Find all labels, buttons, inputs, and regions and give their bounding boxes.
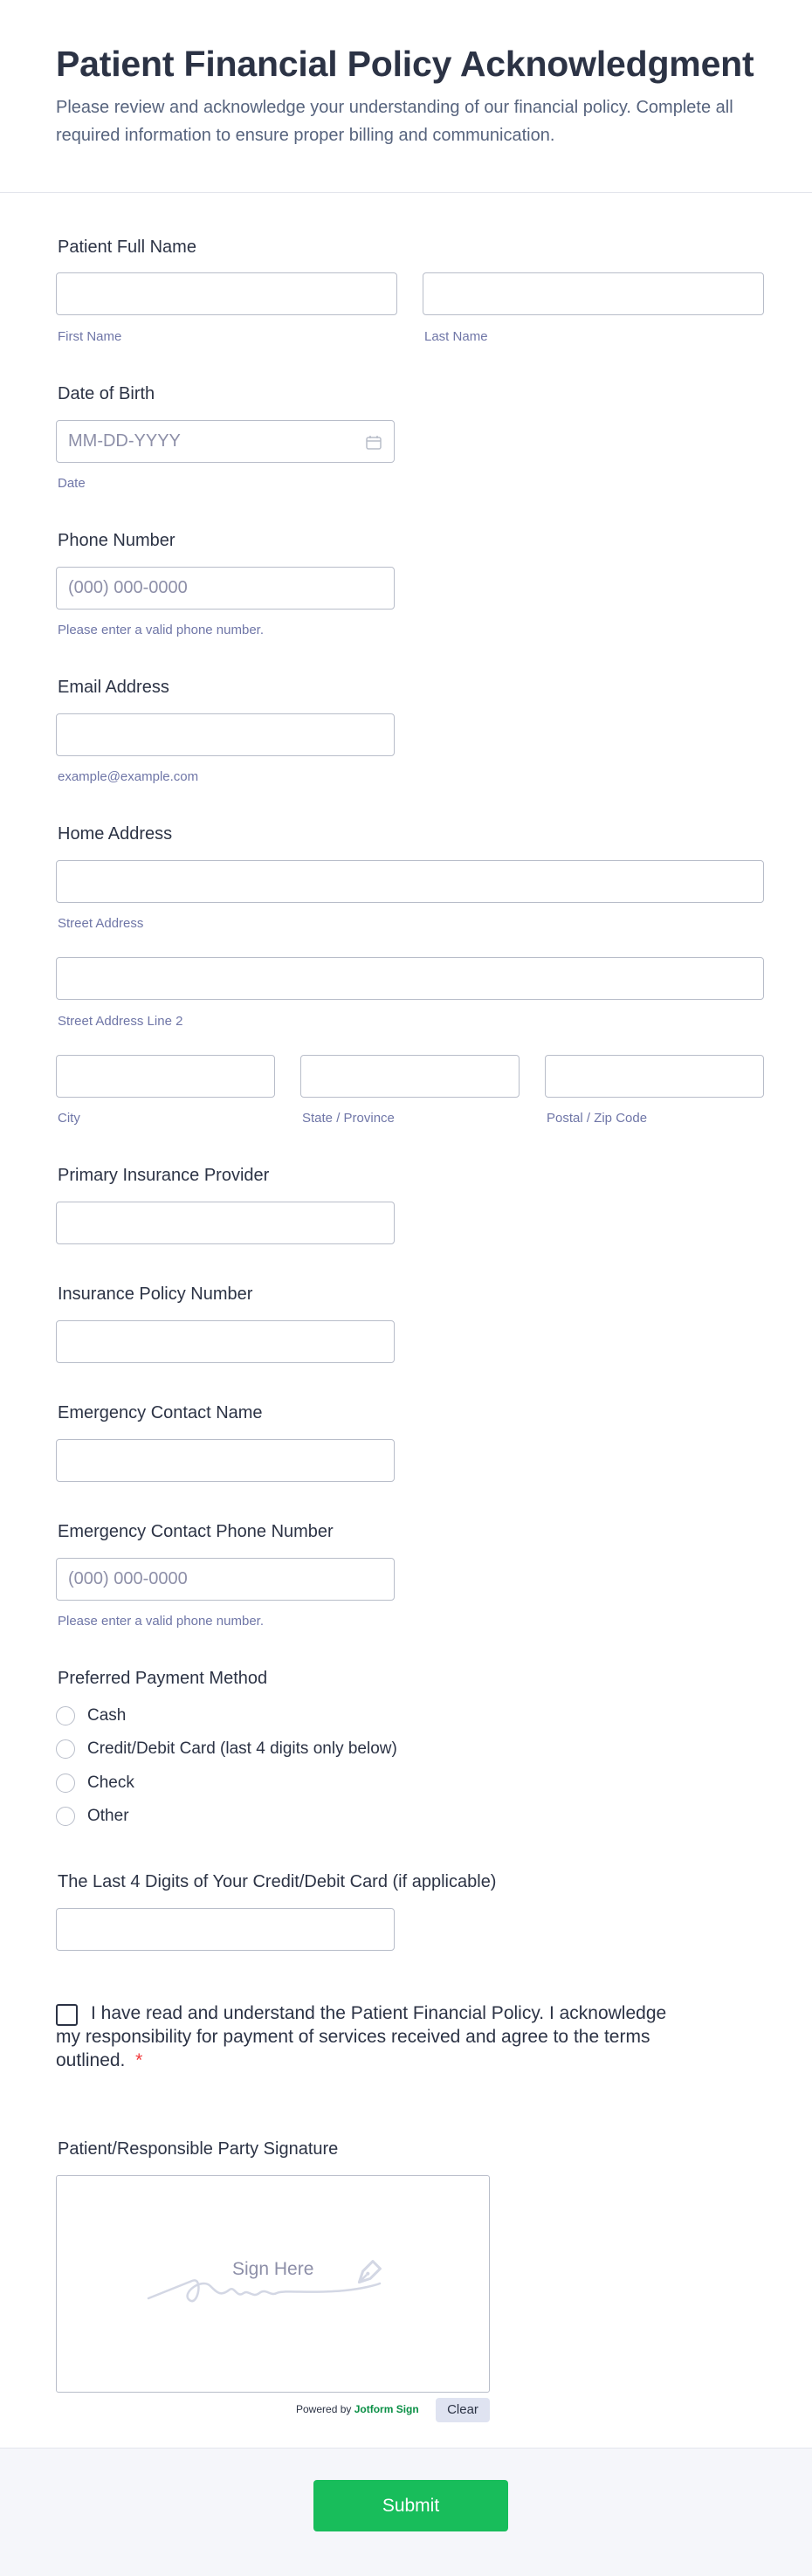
signature-label: Patient/Responsible Party Signature (58, 2139, 339, 2159)
state-sublabel: State / Province (302, 1111, 395, 1126)
emergency-phone-label: Emergency Contact Phone Number (58, 1522, 334, 1541)
calendar-icon[interactable] (366, 435, 382, 454)
insurance-provider-label: Primary Insurance Provider (58, 1166, 270, 1185)
street-address-sublabel: Street Address (58, 916, 144, 931)
phone-sublabel: Please enter a valid phone number. (58, 623, 264, 637)
insurance-provider-input[interactable] (56, 1202, 395, 1244)
card-digits-label: The Last 4 Digits of Your Credit/Debit Card (if applicable) (58, 1872, 497, 1891)
emergency-phone-sublabel: Please enter a valid phone number. (58, 1614, 264, 1629)
acknowledgment-text[interactable] (56, 2001, 676, 2072)
radio-card[interactable] (56, 1739, 75, 1759)
dob-input[interactable] (56, 420, 395, 463)
first-name-sublabel: First Name (58, 329, 122, 344)
street-address-2-sublabel: Street Address Line 2 (58, 1014, 183, 1029)
signature-pad[interactable] (56, 2175, 490, 2393)
zip-input[interactable] (545, 1055, 764, 1098)
phone-label: Phone Number (58, 531, 175, 550)
radio-card-label[interactable]: Credit/Debit Card (last 4 digits only below) (87, 1739, 397, 1758)
email-label: Email Address (58, 678, 169, 697)
radio-cash[interactable] (56, 1706, 75, 1725)
acknowledgment-label: I have read and understand the Patient Financial Policy. I acknowledge my responsibility for payment of services received and agree to the terms outlined. (56, 2003, 667, 2070)
header-divider (0, 192, 812, 193)
street-address-2-input[interactable] (56, 957, 764, 1000)
required-asterisk: * (135, 2050, 143, 2070)
last-name-sublabel: Last Name (424, 329, 488, 344)
clear-signature-button[interactable]: Clear (436, 2398, 490, 2422)
submit-button[interactable]: Submit (313, 2480, 508, 2531)
payment-method-label: Preferred Payment Method (58, 1669, 268, 1688)
city-sublabel: City (58, 1111, 80, 1126)
radio-check[interactable] (56, 1774, 75, 1793)
first-name-input[interactable] (56, 272, 397, 315)
dob-sublabel: Date (58, 476, 86, 491)
emergency-phone-placeholder: (000) 000-0000 (68, 1569, 188, 1588)
radio-other-label[interactable]: Other (87, 1807, 129, 1825)
state-input[interactable] (300, 1055, 520, 1098)
email-input[interactable] (56, 713, 395, 756)
phone-input[interactable] (56, 567, 395, 610)
pen-icon (350, 2255, 387, 2291)
jotform-sign-link[interactable]: Jotform Sign (354, 2403, 419, 2415)
policy-number-label: Insurance Policy Number (58, 1285, 253, 1304)
powered-by-label: Powered by (296, 2403, 352, 2415)
radio-cash-label[interactable]: Cash (87, 1706, 127, 1725)
emergency-name-input[interactable] (56, 1439, 395, 1482)
signature-scribble-icon (57, 2176, 491, 2393)
dob-label: Date of Birth (58, 384, 155, 403)
emergency-name-label: Emergency Contact Name (58, 1403, 263, 1422)
policy-number-input[interactable] (56, 1320, 395, 1363)
emergency-phone-input[interactable] (56, 1558, 395, 1601)
dob-placeholder: MM-DD-YYYY (68, 431, 181, 451)
form-title: Patient Financial Policy Acknowledgment (56, 44, 754, 84)
powered-by-text (296, 2403, 419, 2415)
last-name-input[interactable] (423, 272, 764, 315)
address-label: Home Address (58, 824, 173, 844)
card-digits-input[interactable] (56, 1908, 395, 1951)
phone-placeholder: (000) 000-0000 (68, 578, 188, 597)
city-input[interactable] (56, 1055, 275, 1098)
radio-other[interactable] (56, 1807, 75, 1826)
zip-sublabel: Postal / Zip Code (547, 1111, 648, 1126)
email-sublabel: example@example.com (58, 769, 199, 784)
street-address-input[interactable] (56, 860, 764, 903)
form-subtitle: Please review and acknowledge your understanding of our financial policy. Complete all required information to ensure proper billing and communication. (56, 98, 733, 145)
radio-check-label[interactable]: Check (87, 1774, 134, 1792)
sign-here-placeholder: Sign Here (232, 2259, 314, 2279)
full-name-label: Patient Full Name (58, 238, 196, 257)
